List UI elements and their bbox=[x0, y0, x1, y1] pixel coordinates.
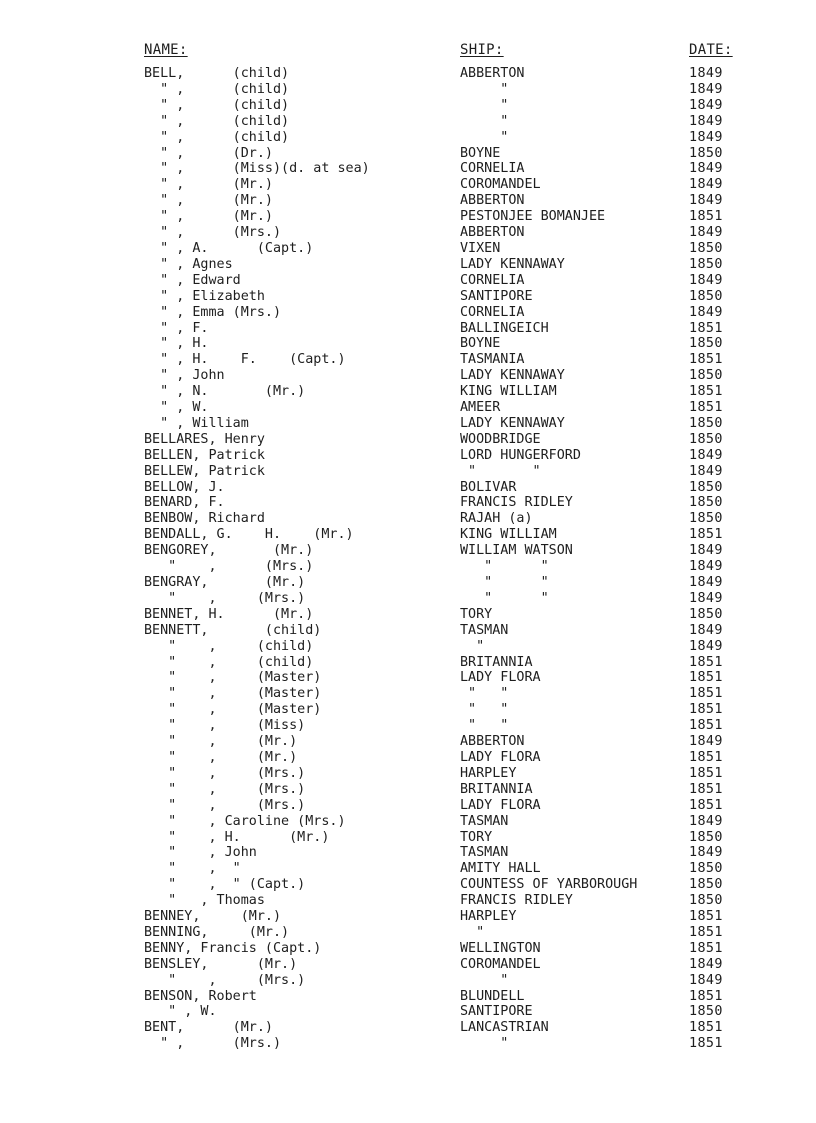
name-column-header: NAME: bbox=[144, 42, 188, 58]
passenger-name: " , (child) bbox=[144, 97, 290, 113]
passenger-name: BENNING, (Mr.) bbox=[144, 924, 290, 940]
table-row bbox=[0, 750, 816, 766]
arrival-year: 1850 bbox=[689, 495, 723, 511]
arrival-year: 1849 bbox=[689, 543, 723, 559]
passenger-name: BENBOW, Richard bbox=[144, 511, 265, 527]
arrival-year: 1850 bbox=[689, 415, 723, 431]
ship-name: " " bbox=[460, 702, 509, 718]
ship-name: " " bbox=[460, 686, 509, 702]
arrival-year: 1849 bbox=[689, 590, 723, 606]
passenger-name: " , H. F. (Capt.) bbox=[144, 352, 346, 368]
table-row bbox=[0, 66, 816, 82]
passenger-name: BELL, (child) bbox=[144, 66, 290, 81]
table-row bbox=[0, 98, 816, 114]
ship-name: CORNELIA bbox=[460, 304, 525, 320]
table-row bbox=[0, 400, 816, 416]
table-row bbox=[0, 225, 816, 241]
ship-name: BOYNE bbox=[460, 336, 501, 352]
table-row bbox=[0, 161, 816, 177]
table-row bbox=[0, 686, 816, 702]
table-row bbox=[0, 352, 816, 368]
table-row bbox=[0, 814, 816, 830]
ship-name: AMEER bbox=[460, 400, 501, 416]
arrival-year: 1849 bbox=[689, 66, 723, 81]
passenger-name: " , (Mrs.) bbox=[144, 972, 306, 988]
table-row bbox=[0, 766, 816, 782]
arrival-year: 1849 bbox=[689, 129, 723, 145]
arrival-year: 1850 bbox=[689, 511, 723, 527]
passenger-name: " , (Mr.) bbox=[144, 734, 298, 750]
table-row bbox=[0, 845, 816, 861]
arrival-year: 1849 bbox=[689, 113, 723, 129]
table-row bbox=[0, 511, 816, 527]
passenger-name: BENGOREY, (Mr.) bbox=[144, 543, 314, 559]
arrival-year: 1849 bbox=[689, 845, 723, 861]
passenger-name: " , Edward bbox=[144, 272, 241, 288]
ship-name: LADY FLORA bbox=[460, 749, 541, 765]
arrival-year: 1850 bbox=[689, 368, 723, 384]
ship-name: BLUNDELL bbox=[460, 988, 525, 1004]
arrival-year: 1849 bbox=[689, 81, 723, 97]
passenger-name: " , N. (Mr.) bbox=[144, 384, 306, 400]
passenger-name: BENSON, Robert bbox=[144, 988, 257, 1004]
arrival-year: 1851 bbox=[689, 384, 723, 400]
arrival-year: 1849 bbox=[689, 161, 723, 177]
passenger-name: " , " (Capt.) bbox=[144, 877, 306, 893]
table-row bbox=[0, 1036, 816, 1052]
table-row bbox=[0, 925, 816, 941]
ship-name: HARPLEY bbox=[460, 909, 517, 925]
table-row bbox=[0, 209, 816, 225]
table-row bbox=[0, 114, 816, 130]
ship-name: BALLINGEICH bbox=[460, 320, 549, 336]
ship-name: AMITY HALL bbox=[460, 861, 541, 877]
table-row bbox=[0, 861, 816, 877]
table-row bbox=[0, 289, 816, 305]
ship-name: ABBERTON bbox=[460, 734, 525, 750]
ship-name: LADY KENNAWAY bbox=[460, 368, 565, 384]
table-row bbox=[0, 130, 816, 146]
arrival-year: 1851 bbox=[689, 940, 723, 956]
table-row bbox=[0, 384, 816, 400]
arrival-year: 1849 bbox=[689, 813, 723, 829]
table-row bbox=[0, 830, 816, 846]
table-row bbox=[0, 941, 816, 957]
arrival-year: 1851 bbox=[689, 781, 723, 797]
passenger-list bbox=[0, 66, 816, 1052]
ship-name: LANCASTRIAN bbox=[460, 1020, 549, 1036]
passenger-name: BENT, (Mr.) bbox=[144, 1020, 273, 1036]
table-row bbox=[0, 543, 816, 559]
ship-name: " " bbox=[460, 590, 549, 606]
table-row bbox=[0, 607, 816, 623]
arrival-year: 1851 bbox=[689, 209, 723, 225]
ship-name: RAJAH (a) bbox=[460, 511, 533, 527]
ship-name: " " bbox=[460, 718, 509, 734]
arrival-year: 1849 bbox=[689, 622, 723, 638]
ship-name: TASMAN bbox=[460, 845, 509, 861]
table-row bbox=[0, 305, 816, 321]
ship-name: HARPLEY bbox=[460, 765, 517, 781]
arrival-year: 1850 bbox=[689, 336, 723, 352]
ship-name: " bbox=[460, 972, 509, 988]
table-row bbox=[0, 321, 816, 337]
table-row bbox=[0, 82, 816, 98]
table-row bbox=[0, 575, 816, 591]
table-row bbox=[0, 639, 816, 655]
arrival-year: 1849 bbox=[689, 972, 723, 988]
table-row bbox=[0, 368, 816, 384]
passenger-name: " , (Mrs.) bbox=[144, 1036, 282, 1052]
table-row bbox=[0, 877, 816, 893]
ship-name: " bbox=[460, 81, 509, 97]
table-row bbox=[0, 257, 816, 273]
arrival-year: 1851 bbox=[689, 702, 723, 718]
ship-name: BRITANNIA bbox=[460, 654, 533, 670]
table-row bbox=[0, 448, 816, 464]
arrival-year: 1850 bbox=[689, 240, 723, 256]
table-row bbox=[0, 241, 816, 257]
passenger-name: BENNETT, (child) bbox=[144, 622, 322, 638]
passenger-name: " , (child) bbox=[144, 654, 314, 670]
passenger-name: " , (Master) bbox=[144, 702, 322, 718]
ship-name: " bbox=[460, 113, 509, 129]
arrival-year: 1850 bbox=[689, 1004, 723, 1020]
passenger-name: " , H. (Mr.) bbox=[144, 829, 330, 845]
arrival-year: 1851 bbox=[689, 654, 723, 670]
passenger-name: " , H. bbox=[144, 336, 209, 352]
table-row bbox=[0, 655, 816, 671]
ship-name: KING WILLIAM bbox=[460, 384, 557, 400]
passenger-name: BENDALL, G. H. (Mr.) bbox=[144, 527, 354, 543]
arrival-year: 1850 bbox=[689, 861, 723, 877]
arrival-year: 1850 bbox=[689, 606, 723, 622]
ship-name: CORNELIA bbox=[460, 161, 525, 177]
arrival-year: 1851 bbox=[689, 1020, 723, 1036]
passenger-name: " , Thomas bbox=[144, 893, 265, 909]
arrival-year: 1850 bbox=[689, 893, 723, 909]
ship-name: COROMANDEL bbox=[460, 177, 541, 193]
arrival-year: 1851 bbox=[689, 400, 723, 416]
passenger-name: BELLEN, Patrick bbox=[144, 447, 265, 463]
arrival-year: 1849 bbox=[689, 193, 723, 209]
ship-name: VIXEN bbox=[460, 240, 501, 256]
arrival-year: 1851 bbox=[689, 749, 723, 765]
passenger-name: " , W. bbox=[144, 1004, 217, 1020]
passenger-name: BENNET, H. (Mr.) bbox=[144, 606, 314, 622]
passenger-name: " , (Mrs.) bbox=[144, 590, 306, 606]
ship-name: FRANCIS RIDLEY bbox=[460, 495, 573, 511]
arrival-year: 1850 bbox=[689, 479, 723, 495]
column-header-row bbox=[0, 42, 816, 62]
table-row bbox=[0, 1004, 816, 1020]
passenger-name: BELLOW, J. bbox=[144, 479, 225, 495]
passenger-name: " , (Mr.) bbox=[144, 177, 273, 193]
passenger-name: " , (child) bbox=[144, 638, 314, 654]
table-row bbox=[0, 432, 816, 448]
passenger-name: " , Emma (Mrs.) bbox=[144, 304, 282, 320]
table-row bbox=[0, 527, 816, 543]
ship-name: " bbox=[460, 638, 485, 654]
table-row bbox=[0, 798, 816, 814]
table-row bbox=[0, 464, 816, 480]
passenger-name: " , William bbox=[144, 415, 249, 431]
passenger-name: " , (Mrs.) bbox=[144, 765, 306, 781]
passenger-name: BENGRAY, (Mr.) bbox=[144, 575, 306, 590]
arrival-year: 1850 bbox=[689, 829, 723, 845]
ship-name: LADY KENNAWAY bbox=[460, 256, 565, 272]
passenger-name: " , (Miss) bbox=[144, 718, 306, 734]
passenger-name: BELLARES, Henry bbox=[144, 431, 265, 447]
arrival-year: 1851 bbox=[689, 686, 723, 702]
arrival-year: 1850 bbox=[689, 288, 723, 304]
passenger-name: " , (Mrs.) bbox=[144, 559, 314, 575]
table-row bbox=[0, 336, 816, 352]
arrival-year: 1851 bbox=[689, 924, 723, 940]
table-row bbox=[0, 591, 816, 607]
passenger-name: " , (Master) bbox=[144, 670, 322, 686]
ship-name: LADY FLORA bbox=[460, 797, 541, 813]
passenger-name: " , (Mrs.) bbox=[144, 781, 306, 797]
ship-name: ABBERTON bbox=[460, 66, 525, 81]
table-row bbox=[0, 909, 816, 925]
arrival-year: 1850 bbox=[689, 256, 723, 272]
arrival-year: 1849 bbox=[689, 956, 723, 972]
table-row bbox=[0, 146, 816, 162]
passenger-name: " , John bbox=[144, 845, 257, 861]
table-row bbox=[0, 1020, 816, 1036]
ship-name: SANTIPORE bbox=[460, 1004, 533, 1020]
table-row bbox=[0, 973, 816, 989]
arrival-year: 1851 bbox=[689, 670, 723, 686]
ship-name: BOYNE bbox=[460, 145, 501, 161]
ship-name: KING WILLIAM bbox=[460, 527, 557, 543]
arrival-year: 1849 bbox=[689, 734, 723, 750]
table-row bbox=[0, 893, 816, 909]
table-row bbox=[0, 495, 816, 511]
ship-name: WOODBRIDGE bbox=[460, 431, 541, 447]
ship-name: COUNTESS OF YARBOROUGH bbox=[460, 877, 638, 893]
ship-name: TASMAN bbox=[460, 622, 509, 638]
table-row bbox=[0, 782, 816, 798]
ship-name: TASMANIA bbox=[460, 352, 525, 368]
ship-name: TASMAN bbox=[460, 813, 509, 829]
arrival-year: 1849 bbox=[689, 225, 723, 241]
passenger-name: " , (Mr.) bbox=[144, 749, 298, 765]
arrival-year: 1851 bbox=[689, 765, 723, 781]
ship-name: SANTIPORE bbox=[460, 288, 533, 304]
ship-name: " bbox=[460, 924, 485, 940]
table-row bbox=[0, 480, 816, 496]
ship-name: PESTONJEE BOMANJEE bbox=[460, 209, 606, 225]
ship-name: ABBERTON bbox=[460, 193, 525, 209]
passenger-name: " , (child) bbox=[144, 129, 290, 145]
table-row bbox=[0, 623, 816, 639]
arrival-year: 1849 bbox=[689, 463, 723, 479]
passenger-name: " , W. bbox=[144, 400, 209, 416]
ship-name: FRANCIS RIDLEY bbox=[460, 893, 573, 909]
ship-name: CORNELIA bbox=[460, 272, 525, 288]
table-row bbox=[0, 670, 816, 686]
ship-name: " " bbox=[460, 463, 541, 479]
arrival-year: 1851 bbox=[689, 352, 723, 368]
passenger-name: " , (Miss)(d. at sea) bbox=[144, 161, 370, 177]
arrival-year: 1849 bbox=[689, 638, 723, 654]
passenger-name: " , " bbox=[144, 861, 241, 877]
arrival-year: 1851 bbox=[689, 320, 723, 336]
arrival-year: 1849 bbox=[689, 97, 723, 113]
ship-name: TORY bbox=[460, 606, 493, 622]
ship-name: COROMANDEL bbox=[460, 956, 541, 972]
arrival-year: 1849 bbox=[689, 272, 723, 288]
arrival-year: 1851 bbox=[689, 797, 723, 813]
passenger-name: BENSLEY, (Mr.) bbox=[144, 956, 298, 972]
arrival-year: 1851 bbox=[689, 988, 723, 1004]
passenger-name: " , (Dr.) bbox=[144, 145, 273, 161]
passenger-name: BELLEW, Patrick bbox=[144, 463, 265, 479]
table-row bbox=[0, 718, 816, 734]
table-row bbox=[0, 416, 816, 432]
passenger-name: " , John bbox=[144, 368, 225, 384]
table-row bbox=[0, 559, 816, 575]
table-row bbox=[0, 734, 816, 750]
ship-name: BRITANNIA bbox=[460, 781, 533, 797]
table-row bbox=[0, 193, 816, 209]
passenger-name: " , (child) bbox=[144, 113, 290, 129]
arrival-year: 1849 bbox=[689, 304, 723, 320]
arrival-year: 1849 bbox=[689, 447, 723, 463]
arrival-year: 1850 bbox=[689, 431, 723, 447]
ship-name: " bbox=[460, 97, 509, 113]
ship-name: LORD HUNGERFORD bbox=[460, 447, 581, 463]
ship-name: " bbox=[460, 129, 509, 145]
arrival-year: 1851 bbox=[689, 909, 723, 925]
arrival-year: 1851 bbox=[689, 527, 723, 543]
ship-name: LADY FLORA bbox=[460, 670, 541, 686]
table-row bbox=[0, 957, 816, 973]
passenger-name: " , (Mrs.) bbox=[144, 797, 306, 813]
table-row bbox=[0, 273, 816, 289]
passenger-name: " , Elizabeth bbox=[144, 288, 265, 304]
table-row bbox=[0, 702, 816, 718]
passenger-name: BENNY, Francis (Capt.) bbox=[144, 940, 322, 956]
table-row bbox=[0, 989, 816, 1005]
arrival-year: 1851 bbox=[689, 718, 723, 734]
arrival-year: 1850 bbox=[689, 145, 723, 161]
ship-name: LADY KENNAWAY bbox=[460, 415, 565, 431]
arrival-year: 1849 bbox=[689, 575, 723, 590]
passenger-name: " , Agnes bbox=[144, 256, 233, 272]
passenger-name: " , Caroline (Mrs.) bbox=[144, 813, 346, 829]
arrival-year: 1851 bbox=[689, 1036, 723, 1052]
ship-name: WELLINGTON bbox=[460, 940, 541, 956]
ship-name: ABBERTON bbox=[460, 225, 525, 241]
passenger-name: " , (Mr.) bbox=[144, 209, 273, 225]
ship-name: BOLIVAR bbox=[460, 479, 517, 495]
passenger-name: BENARD, F. bbox=[144, 495, 225, 511]
ship-name: " bbox=[460, 1036, 509, 1052]
passenger-name: " , (Master) bbox=[144, 686, 322, 702]
table-row bbox=[0, 177, 816, 193]
date-column-header: DATE: bbox=[689, 42, 733, 58]
passenger-name: " , F. bbox=[144, 320, 209, 336]
ship-column-header: SHIP: bbox=[460, 42, 504, 58]
passenger-name: " , (Mr.) bbox=[144, 193, 273, 209]
ship-name: " " bbox=[460, 575, 549, 590]
passenger-name: " , (child) bbox=[144, 81, 290, 97]
passenger-name: " , A. (Capt.) bbox=[144, 240, 314, 256]
passenger-name: BENNEY, (Mr.) bbox=[144, 909, 282, 925]
passenger-name: " , (Mrs.) bbox=[144, 225, 282, 241]
ship-name: TORY bbox=[460, 829, 493, 845]
arrival-year: 1849 bbox=[689, 559, 723, 575]
ship-name: " " bbox=[460, 559, 549, 575]
ship-name: WILLIAM WATSON bbox=[460, 543, 573, 559]
arrival-year: 1849 bbox=[689, 177, 723, 193]
arrival-year: 1850 bbox=[689, 877, 723, 893]
